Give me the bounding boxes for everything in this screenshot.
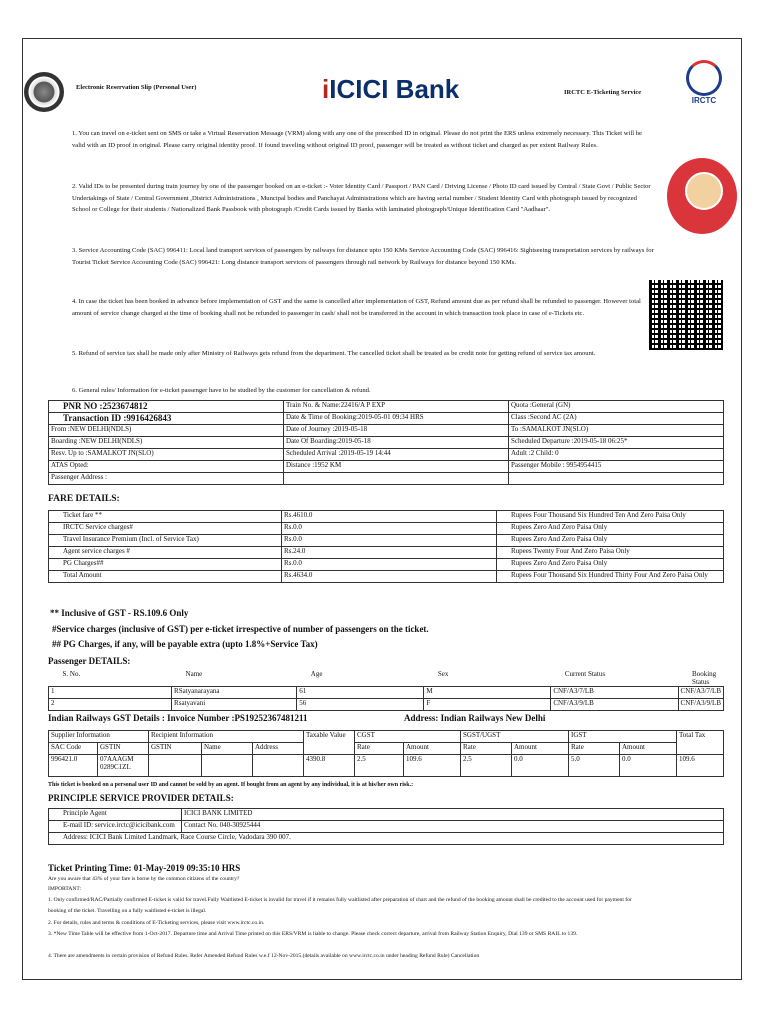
- instruction-3: 3. Service Accounting Code (SAC) 996411: Local land transport services of passengers by railways for distance upto 150 KMs Service Accounting Code (SAC) 996416: Sightseeing transportation services by railways for Tourist Ticket Service Accounting Code (SAC) 996421: Long distance transport services of passengers through rail network by Railways for distance beyond 150 KMs.: [72, 247, 654, 266]
- igst-amount-header: Amount: [620, 743, 677, 755]
- ers-title: Electronic Reservation Slip (Personal User): [76, 84, 197, 91]
- scheduled-arrival: Scheduled Arrival :2019-05-19 14:44: [284, 449, 509, 461]
- recipient-address-header: Address: [253, 743, 304, 755]
- cgst-rate-header: Rate: [355, 743, 404, 755]
- important-item-1: 1. Only confirmed/RAC/Partially confirmed E-ticket is valid for travel.Fully Waitlisted E-ticket is invalid for travel if it remains fully waitlisted after preparation of chart and the refund of the booking amount shall be credited to the account used for payment for booking of the ticket. Travelling on a fully waitlisted e-ticket is illegal.: [48, 897, 632, 914]
- gst-invoice-title: Indian Railways GST Details : Invoice Number :PS19252367481211: [48, 713, 308, 723]
- provider-table: [48, 808, 724, 845]
- fare-words: Rupees Four Thousand Six Hundred Ten And Zero Paisa Only: [497, 511, 724, 523]
- passenger-name: RSatyanarayana: [172, 687, 297, 699]
- passenger-age: 61: [297, 687, 424, 699]
- fare-amount: Rs.24.0: [282, 547, 497, 559]
- passenger-sex: F: [424, 699, 551, 711]
- header-current-status: Current Status: [564, 670, 606, 678]
- atas-opted: ATAS Opted:: [49, 461, 284, 473]
- gst-address: Address: Indian Railways New Delhi: [404, 713, 546, 723]
- fare-amount: Rs.4634.0: [282, 571, 497, 583]
- pnr-number: PNR NO :2523674812: [49, 401, 284, 413]
- icici-bank-logo: iICICI Bank: [322, 74, 460, 104]
- ticket-printing-time: Ticket Printing Time: 01-May-2019 09:35:10 HRS: [48, 863, 241, 873]
- boarding-date: Date Of Boarding:2019-05-18: [284, 437, 509, 449]
- gst-table: [48, 730, 724, 777]
- sac-code-value: 996421.0: [49, 755, 98, 777]
- principal-agent-value: ICICI BANK LIMITED: [182, 809, 724, 821]
- supplier-info-header: Supplier Information: [49, 731, 149, 743]
- fare-amount: Rs.0.0: [282, 523, 497, 535]
- service-charge-note: #Service charges (inclusive of GST) per e-ticket irrespective of number of passengers on the ticket.: [52, 624, 429, 634]
- fare-words: Rupees Zero And Zero Paisa Only: [497, 523, 724, 535]
- igst-rate-header: Rate: [569, 743, 620, 755]
- table-row: [49, 699, 724, 711]
- cgst-amount-header: Amount: [404, 743, 461, 755]
- passenger-sex: M: [424, 687, 551, 699]
- total-tax-header: Total Tax: [677, 731, 724, 755]
- fare-words: Rupees Twenty Four And Zero Paisa Only: [497, 547, 724, 559]
- fare-amount: Rs.4610.0: [282, 511, 497, 523]
- from-station: From :NEW DELHI(NDLS): [49, 425, 284, 437]
- fare-words: Rupees Four Thousand Six Hundred Thirty Four And Zero Paisa Only: [497, 571, 724, 583]
- cgst-rate: 2.5: [355, 755, 404, 777]
- bank-name: ICICI Bank: [329, 74, 460, 104]
- instruction-2: 2. Valid IDs to be presented during train journey by one of the passenger booked on an e-ticket :- Voter Identity Card / Passport / PAN Card / Driving License / Photo ID card issued by Central / State Govt / Public Sector Undertakings of State / Central Government ,District Administrations , Muncipal bodies and Panchayat Administrations which are having serial number / Student Identity Card with photograph issued by recognized School or College for their students / Nationalized Bank Passbook with photograph /Credit Cards issued by Banks with laminated photograph/Unique Identification Card "Aadhaar".: [72, 183, 651, 213]
- fare-amount: Rs.0.0: [282, 535, 497, 547]
- passenger-name: Rsatyavani: [172, 699, 297, 711]
- instruction-5: 5. Refund of service tax shall be made only after Ministry of Railways gets refund from the department. The cancelled ticket shall be treated as be credit note for getting refund of service tax amount.: [72, 350, 596, 357]
- fare-words: Rupees Zero And Zero Paisa Only: [497, 535, 724, 547]
- indian-railways-logo: [24, 72, 64, 112]
- supplier-gstin-value: 07AAAGM 0289C1ZL: [98, 755, 149, 777]
- instruction-1: 1. You can travel on e-ticket sent on SMS or take a Virtual Reservation Message (VRM) along with any one of the prescribed ID in original. Please do not print the ERS unless extremely necessary. This Ticket will be valid with an ID proof in original. Please carry original identity proof. If found traveling without original ID proof, passenger will be treated as without ticket and charged as per extent Railway Rules.: [72, 130, 642, 149]
- taxable-value: 4390.8: [304, 755, 355, 777]
- sac-code-header: SAC Code: [49, 743, 98, 755]
- irctc-service-title: IRCTC E-Ticketing Service: [564, 89, 642, 96]
- adult-child-count: Adult :2 Child: 0: [509, 449, 724, 461]
- class: Class :Second AC (2A): [509, 413, 724, 425]
- total-tax-value: 109.6: [677, 755, 724, 777]
- cgst-amount: 109.6: [404, 755, 461, 777]
- gst-inclusive-note: ** Inclusive of GST - RS.109.6 Only: [50, 608, 189, 618]
- provider-email: E-mail ID: service.irctc@icicibank.com: [49, 821, 182, 833]
- important-label: IMPORTANT:: [48, 886, 82, 892]
- booking-status: CNF/A3/7/LB: [678, 687, 723, 699]
- reservation-upto: Resv. Up to :SAMALKOT JN(SLO): [49, 449, 284, 461]
- header-age: Age: [310, 670, 323, 678]
- sgst-amount-header: Amount: [512, 743, 569, 755]
- fare-label: PG Charges##: [49, 559, 282, 571]
- instruction-6: 6. General rules/ Information for e-ticket passenger have to be studied by the customer for cancellation & refund.: [72, 387, 371, 394]
- important-item-4: 4. There are amendments in certain provision of Refund Rules. Refer Amended Refund Rules w.e.f 12-Nov-2015.(details available on www.irctc.co.in under heading Refund Rule) Cancellation: [48, 953, 480, 959]
- important-item-3: 3. *New Time Table will be effective from 1-Oct-2017. Departure time and Arrival Time printed on this ERS/VRM is liable to change. Please check correct departure, arrival from Railway Station Enquiry, Dial 139 or SMS RAIL to 139.: [48, 931, 578, 937]
- sgst-header: SGST/UGST: [461, 731, 569, 743]
- igst-amount: 0.0: [620, 755, 677, 777]
- sgst-amount: 0.0: [512, 755, 569, 777]
- fare-details-title: FARE DETAILS:: [48, 494, 120, 504]
- instruction-4: 4. In case the ticket has been booked in advance before implementation of GST and the same is cancelled after implementation of GST, Refund amount due as per refund shall be refunded to passenger. However total amount of service change charged at the time of booking shall not be refunded to passenger in cash/ shall not be transferred in the account in which transaction took place in case of e-Tickets etc.: [72, 298, 641, 317]
- provider-details-title: PRINCIPLE SERVICE PROVIDER DETAILS:: [48, 793, 234, 803]
- current-status: CNF/A3/7/LB: [551, 687, 678, 699]
- passenger-table: [48, 670, 724, 711]
- personal-user-warning: This ticket is booked on a personal user ID and cannot be sold by an agent. If bought from an agent by any individual, it is at his/her own risk.:: [48, 782, 414, 788]
- sgst-rate-header: Rate: [461, 743, 512, 755]
- taxable-value-header: Taxable Value: [304, 731, 355, 755]
- recipient-gstin-header: GSTIN: [149, 743, 202, 755]
- sno: 1: [49, 687, 172, 699]
- fare-amount: Rs.0.0: [282, 559, 497, 571]
- fare-label: Ticket fare **: [49, 511, 282, 523]
- fare-words: Rupees Zero And Zero Paisa Only: [497, 559, 724, 571]
- header-booking-status: Booking Status: [692, 670, 717, 686]
- cgst-header: CGST: [355, 731, 461, 743]
- quota: Quota :General (GN): [509, 401, 724, 413]
- booking-status: CNF/A3/9/LB: [678, 699, 723, 711]
- booking-datetime: Date & Time of Booking:2019-05-01 09:34 HRS: [284, 413, 509, 425]
- igst-rate: 5.0: [569, 755, 620, 777]
- recipient-name-header: Name: [202, 743, 253, 755]
- train-name: Train No. & Name:22416/A P EXP: [284, 401, 509, 413]
- to-station: To :SAMALKOT JN(SLO): [509, 425, 724, 437]
- beti-bachao-logo: [667, 158, 737, 234]
- transaction-id: Transaction ID :9916426843: [49, 413, 284, 425]
- irctc-logo: IRCTC: [682, 60, 726, 106]
- sgst-rate: 2.5: [461, 755, 512, 777]
- journey-date: Date of Journey :2019-05-18: [284, 425, 509, 437]
- passenger-details-title: Passenger DETAILS:: [48, 656, 131, 666]
- fare-table: [48, 510, 724, 583]
- important-item-2: 2. For details, rules and terms & conditions of E-Ticketing services, please visit www.irctc.co.in.: [48, 920, 265, 926]
- scheduled-departure: Scheduled Departure :2019-05-18 06:25*: [509, 437, 724, 449]
- supplier-gstin-header: GSTIN: [98, 743, 149, 755]
- passenger-age: 56: [297, 699, 424, 711]
- provider-contact: Contact No. 040-30925444: [182, 821, 724, 833]
- header-sno: S. No.: [62, 670, 81, 678]
- journey-table: [48, 400, 724, 485]
- current-status: CNF/A3/9/LB: [551, 699, 678, 711]
- qr-code-icon: [649, 280, 723, 350]
- header-sex: Sex: [437, 670, 449, 678]
- provider-address: Address: ICICI Bank Limited Landmark, Race Course Circle, Vadodara 390 007.: [49, 833, 724, 845]
- boarding-station: Boarding :NEW DELHI(NDLS): [49, 437, 284, 449]
- fare-label: Agent service charges #: [49, 547, 282, 559]
- passenger-mobile: Passenger Mobile : 9954954415: [509, 461, 724, 473]
- pg-charge-note: ## PG Charges, if any, will be payable extra (upto 1.8%+Service Tax): [52, 639, 318, 649]
- distance: Distance :1952 KM: [284, 461, 509, 473]
- passenger-address: Passenger Address :: [49, 473, 284, 485]
- fare-label: IRCTC Service charges#: [49, 523, 282, 535]
- fare-label: Travel Insurance Premium (Incl. of Service Tax): [49, 535, 282, 547]
- sno: 2: [49, 699, 172, 711]
- principal-agent-label: Principle Agent: [49, 809, 182, 821]
- fare-label: Total Amount: [49, 571, 282, 583]
- header-name: Name: [185, 670, 203, 678]
- table-row: [49, 687, 724, 699]
- fare-subsidy-note: Are you aware that 43% of your fare is borne by the common citizens of the country?: [48, 876, 240, 882]
- recipient-info-header: Recipient Information: [149, 731, 304, 743]
- igst-header: IGST: [569, 731, 677, 743]
